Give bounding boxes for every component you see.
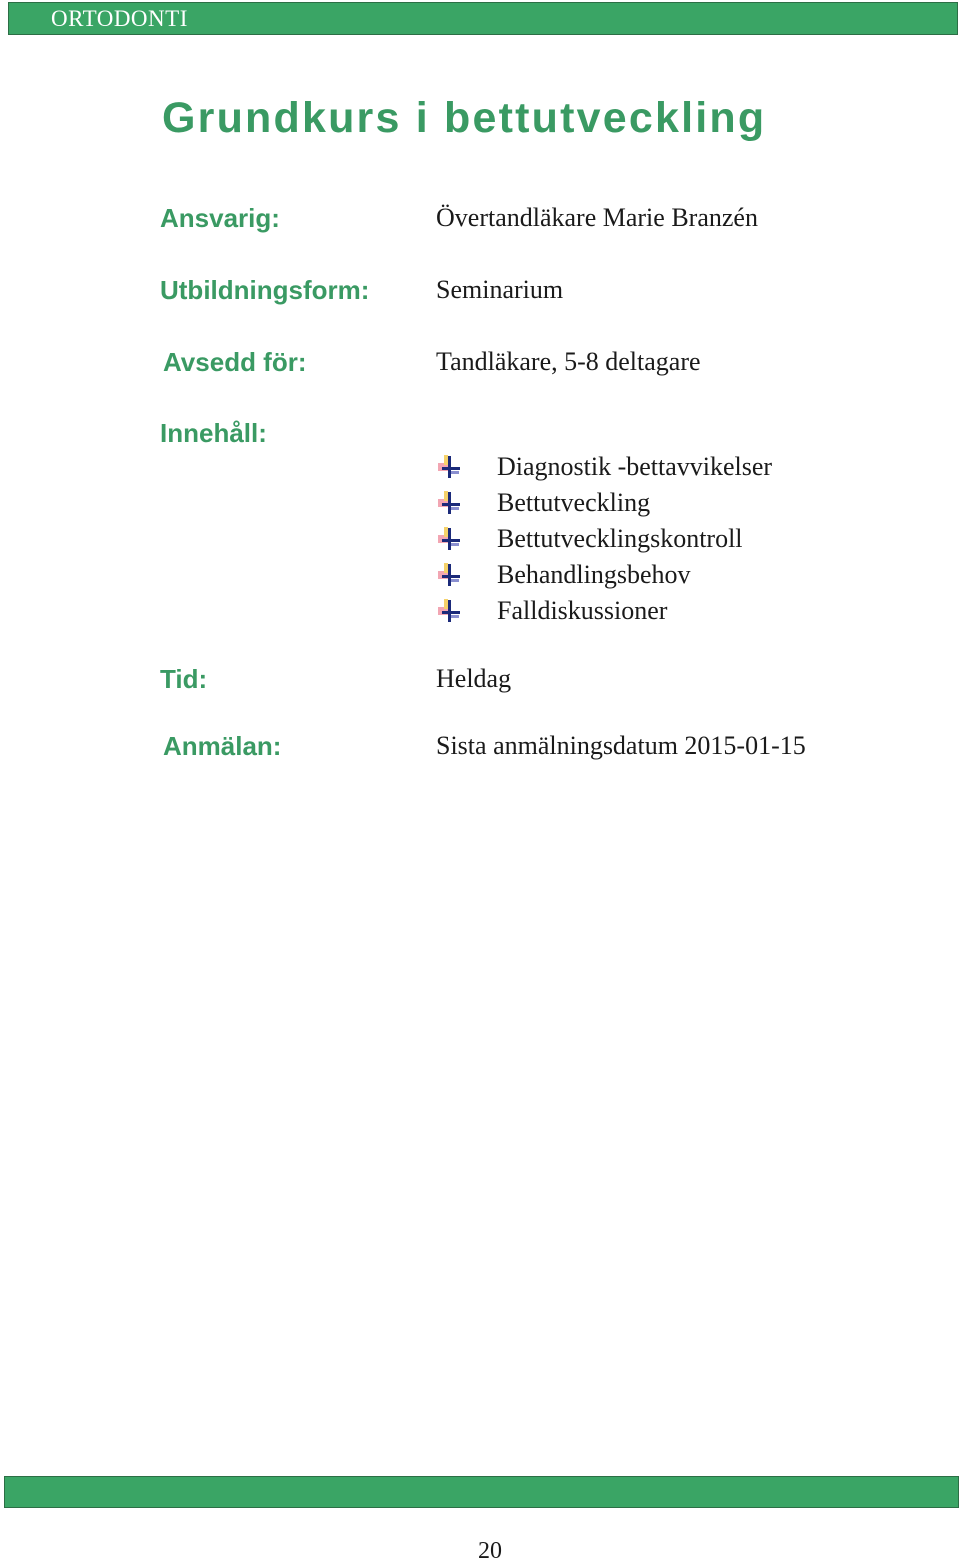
list-item xyxy=(436,485,772,521)
audience-value: Tandläkare, 5-8 deltagare xyxy=(436,347,701,376)
header-bar xyxy=(8,2,958,35)
page-title: Grundkurs i bettutveckling xyxy=(162,94,767,142)
content-item-text: Diagnostik -bettavvikelser xyxy=(497,452,773,481)
page-number: 20 xyxy=(478,1538,502,1564)
registration-label: Anmälan: xyxy=(163,731,282,761)
time-value: Heldag xyxy=(436,664,512,693)
list-item xyxy=(436,557,772,593)
cross-bullet-icon xyxy=(436,490,462,516)
content-item-text: Bettutveckling xyxy=(497,488,651,517)
responsible-value: Övertandläkare Marie Branzén xyxy=(436,203,758,232)
cross-bullet-icon xyxy=(436,562,462,588)
cross-bullet-icon xyxy=(436,454,462,480)
audience-label: Avsedd för: xyxy=(163,347,307,377)
cross-bullet-icon xyxy=(436,526,462,552)
list-item xyxy=(436,449,772,485)
content-label: Innehåll: xyxy=(160,418,267,448)
registration-value: Sista anmälningsdatum 2015-01-15 xyxy=(436,731,806,760)
format-value: Seminarium xyxy=(436,275,564,304)
content-item-text: Behandlingsbehov xyxy=(497,560,691,589)
cross-bullet-icon xyxy=(436,598,462,624)
content-item-text: Falldiskussioner xyxy=(497,596,668,625)
format-label: Utbildningsform: xyxy=(160,275,370,305)
section-header-label: ORTODONTI xyxy=(51,6,188,31)
responsible-label: Ansvarig: xyxy=(160,203,280,233)
list-item xyxy=(436,593,772,629)
time-label: Tid: xyxy=(160,664,208,694)
footer-bar xyxy=(4,1476,959,1508)
list-item xyxy=(436,521,772,557)
content-list xyxy=(436,449,772,629)
content-item-text: Bettutvecklingskontroll xyxy=(497,524,743,553)
